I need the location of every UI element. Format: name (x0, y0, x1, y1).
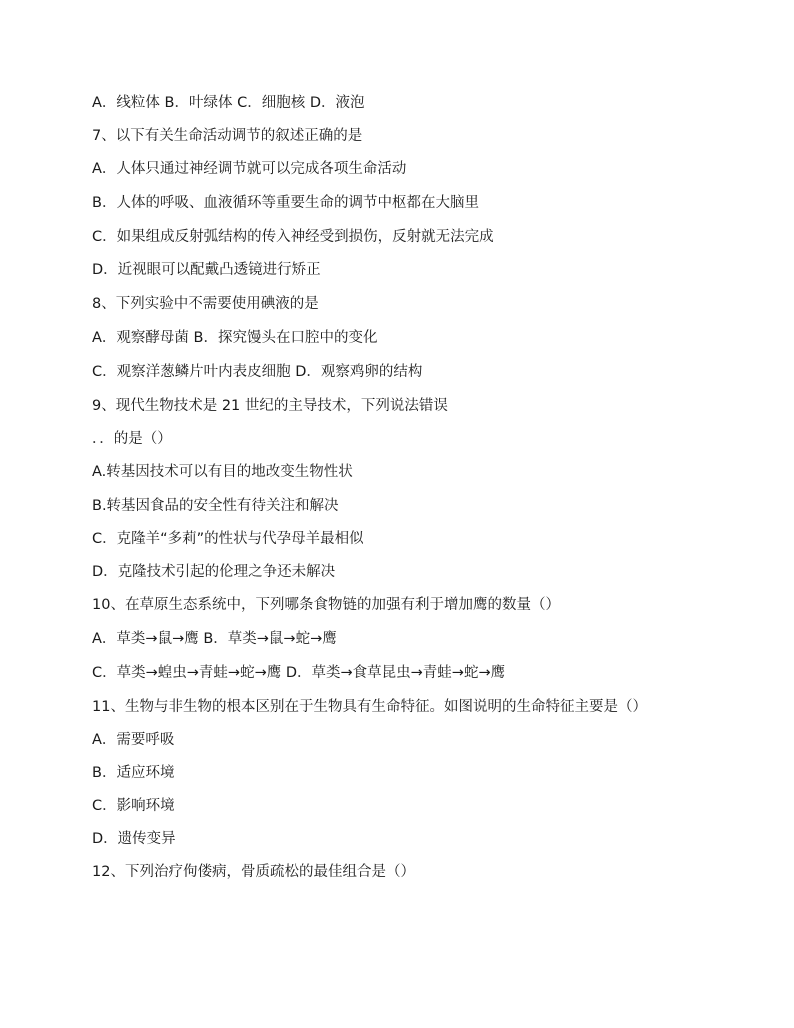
question-7-option-b: B．人体的呼吸、血液循环等重要生命的调节中枢都在大脑里 (92, 195, 479, 211)
question-12-stem: 12、下列治疗佝偻病，骨质疏松的最佳组合是（） (92, 864, 415, 880)
question-11-stem: 11、生物与非生物的根本区别在于生物具有生命特征。如图说明的生命特征主要是（） (92, 699, 647, 715)
question-7-stem: 7、以下有关生命活动调节的叙述正确的是 (92, 128, 363, 144)
question-11-option-b: B．适应环境 (92, 765, 175, 781)
question-11-option-d: D．遗传变异 (92, 831, 176, 847)
question-9-stem-cont: ．．的是（） (92, 431, 172, 447)
question-7-option-a: A．人体只通过神经调节就可以完成各项生命活动 (92, 161, 407, 177)
question-10-stem: 10、在草原生态系统中，下列哪条食物链的加强有利于增加鹰的数量（） (92, 597, 560, 613)
question-11-option-a: A．需要呼吸 (92, 732, 175, 748)
question-10-options-cd: C．草类→蝗虫→青蛙→蛇→鹰 D．草类→食草昆虫→青蛙→蛇→鹰 (92, 665, 506, 681)
question-8-options-cd: C．观察洋葱鳞片叶内表皮细胞 D．观察鸡卵的结构 (92, 364, 423, 380)
question-9-stem: 9、现代生物技术是 21 世纪的主导技术，下列说法错误 (92, 398, 448, 414)
question-10-options-ab: A．草类→鼠→鹰 B．草类→鼠→蛇→鹰 (92, 631, 337, 647)
question-9-option-c: C．克隆羊“多莉”的性状与代孕母羊最相似 (92, 531, 364, 547)
question-9-option-d: D．克隆技术引起的伦理之争还未解决 (92, 564, 336, 580)
question-7-option-d: D．近视眼可以配戴凸透镜进行矫正 (92, 262, 321, 278)
question-8-options-ab: A．观察酵母菌 B．探究馒头在口腔中的变化 (92, 330, 378, 346)
question-11-option-c: C．影响环境 (92, 798, 175, 814)
question-7-option-c: C．如果组成反射弧结构的传入神经受到损伤，反射就无法完成 (92, 229, 494, 245)
question-6-options: A．线粒体 B．叶绿体 C．细胞核 D．液泡 (92, 95, 365, 111)
question-9-option-b: B.转基因食品的安全性有待关注和解决 (92, 498, 339, 514)
question-8-stem: 8、下列实验中不需要使用碘液的是 (92, 296, 319, 312)
question-9-option-a: A.转基因技术可以有目的地改变生物性状 (92, 464, 353, 480)
